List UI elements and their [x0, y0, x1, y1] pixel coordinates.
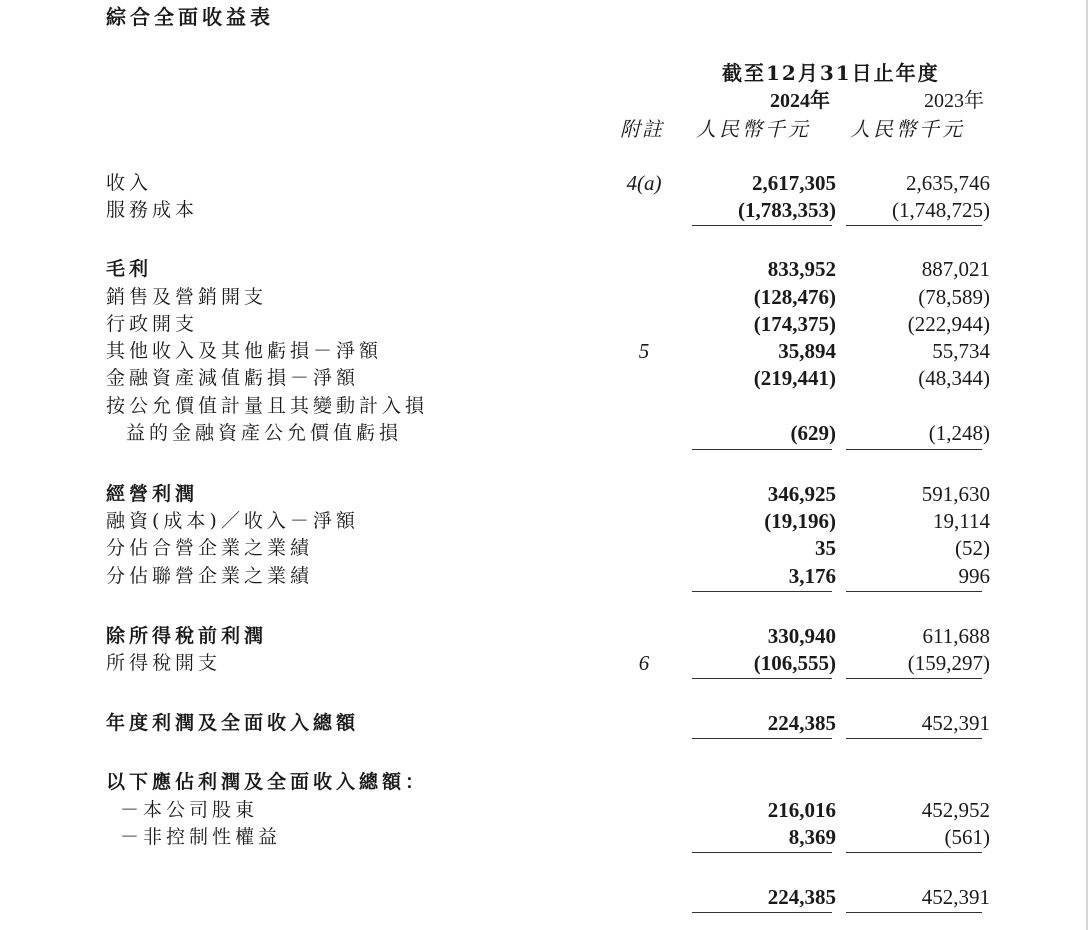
note-column-header: 附註	[620, 117, 664, 141]
value-2024-joint-ventures: 35	[815, 536, 836, 560]
row-label-income-tax: 所得稅開支	[106, 652, 222, 674]
value-2024-income-tax: (106,555)	[753, 651, 836, 675]
underline-2024	[692, 449, 832, 450]
value-2023-fair-value-losses: (1,248)	[928, 421, 990, 445]
value-2023-non-controlling: (561)	[944, 825, 990, 849]
value-2024-other-income: 35,894	[778, 339, 836, 363]
underline-2023	[846, 225, 982, 226]
value-2023-joint-ventures: (52)	[955, 536, 990, 560]
row-label-non-controlling: －非控制性權益	[120, 826, 282, 848]
value-2023-selling-expenses: (78,589)	[918, 285, 990, 309]
row-label-owners: －本公司股東	[120, 799, 259, 821]
underline-2024	[692, 591, 832, 592]
row-note-revenue: 4(a)	[626, 171, 662, 195]
value-2024-revenue: 2,617,305	[752, 171, 836, 195]
value-2024-gross-profit: 833,952	[767, 257, 836, 281]
value-2024-selling-expenses: (128,476)	[753, 285, 836, 309]
row-label-gross-profit: 毛利	[106, 258, 153, 280]
currency-2023-header: 人民幣千元	[850, 117, 965, 141]
value-2024-owners: 216,016	[767, 798, 836, 822]
underline-2023	[846, 912, 982, 913]
value-2024-profit-for-year: 224,385	[767, 711, 836, 735]
underline-2024	[692, 912, 832, 913]
value-2024-impairment-losses: (219,441)	[753, 366, 836, 390]
row-label-cost-of-services: 服務成本	[106, 199, 199, 221]
period-header: 截至12月31日止年度	[722, 61, 940, 85]
value-2023-other-income: 55,734	[932, 339, 990, 363]
row-note-income-tax: 6	[638, 651, 650, 675]
underline-2024	[692, 852, 832, 853]
value-2023-cost-of-services: (1,748,725)	[892, 198, 990, 222]
value-2023-impairment-losses: (48,344)	[918, 366, 990, 390]
value-2023-profit-before-tax: 611,688	[922, 624, 990, 648]
row-label-operating-profit: 經營利潤	[106, 483, 199, 505]
value-2024-profit-before-tax: 330,940	[767, 624, 836, 648]
row-label-finance-net: 融資(成本)／收入－淨額	[106, 510, 359, 532]
currency-2024-header: 人民幣千元	[696, 117, 811, 141]
value-2024-total: 224,385	[767, 885, 836, 909]
value-2023-admin-expenses: (222,944)	[907, 312, 990, 336]
row-note-other-income: 5	[638, 339, 650, 363]
value-2023-finance-net: 19,114	[933, 509, 990, 533]
row-label-other-income: 其他收入及其他虧損－淨額	[106, 340, 383, 362]
row-label-selling-expenses: 銷售及營銷開支	[106, 286, 268, 308]
value-2024-operating-profit: 346,925	[767, 482, 836, 506]
row-label-revenue: 收入	[106, 172, 153, 194]
value-2023-operating-profit: 591,630	[921, 482, 990, 506]
row-label-fair-value-losses-line2: 益的金融資產公允價值虧損	[126, 422, 403, 444]
underline-2024	[692, 738, 832, 739]
year-2023-header: 2023年	[924, 90, 984, 112]
value-2024-finance-net: (19,196)	[764, 509, 836, 533]
underline-2023	[846, 852, 982, 853]
value-2023-income-tax: (159,297)	[907, 651, 990, 675]
value-2024-fair-value-losses: (629)	[790, 421, 836, 445]
row-label-admin-expenses: 行政開支	[106, 313, 199, 335]
row-label-profit-before-tax: 除所得稅前利潤	[106, 625, 268, 647]
value-2023-total: 452,391	[921, 885, 990, 909]
underline-2023	[846, 449, 982, 450]
row-label-fair-value-losses-line1: 按公允價值計量且其變動計入損	[106, 395, 429, 417]
underline-2023	[846, 591, 982, 592]
page-title: 綜合全面收益表	[106, 5, 274, 29]
value-2024-non-controlling: 8,369	[788, 825, 836, 849]
value-2023-profit-for-year: 452,391	[921, 711, 990, 735]
row-label-associates: 分佔聯營企業之業績	[106, 565, 314, 587]
value-2023-revenue: 2,635,746	[906, 171, 990, 195]
value-2024-admin-expenses: (174,375)	[753, 312, 836, 336]
underline-2023	[846, 678, 982, 679]
underline-2024	[692, 678, 832, 679]
row-label-attributable-to: 以下應佔利潤及全面收入總額：	[106, 771, 429, 793]
value-2023-associates: 996	[958, 564, 990, 588]
row-label-joint-ventures: 分佔合營企業之業績	[106, 537, 314, 559]
year-2024-header: 2024年	[770, 90, 830, 112]
underline-2024	[692, 225, 832, 226]
value-2024-associates: 3,176	[788, 564, 836, 588]
value-2024-cost-of-services: (1,783,353)	[738, 198, 836, 222]
value-2023-gross-profit: 887,021	[921, 257, 990, 281]
underline-2023	[846, 738, 982, 739]
row-label-profit-for-year: 年度利潤及全面收入總額	[106, 712, 360, 734]
row-label-impairment-losses: 金融資產減值虧損－淨額	[106, 367, 360, 389]
value-2023-owners: 452,952	[921, 798, 990, 822]
